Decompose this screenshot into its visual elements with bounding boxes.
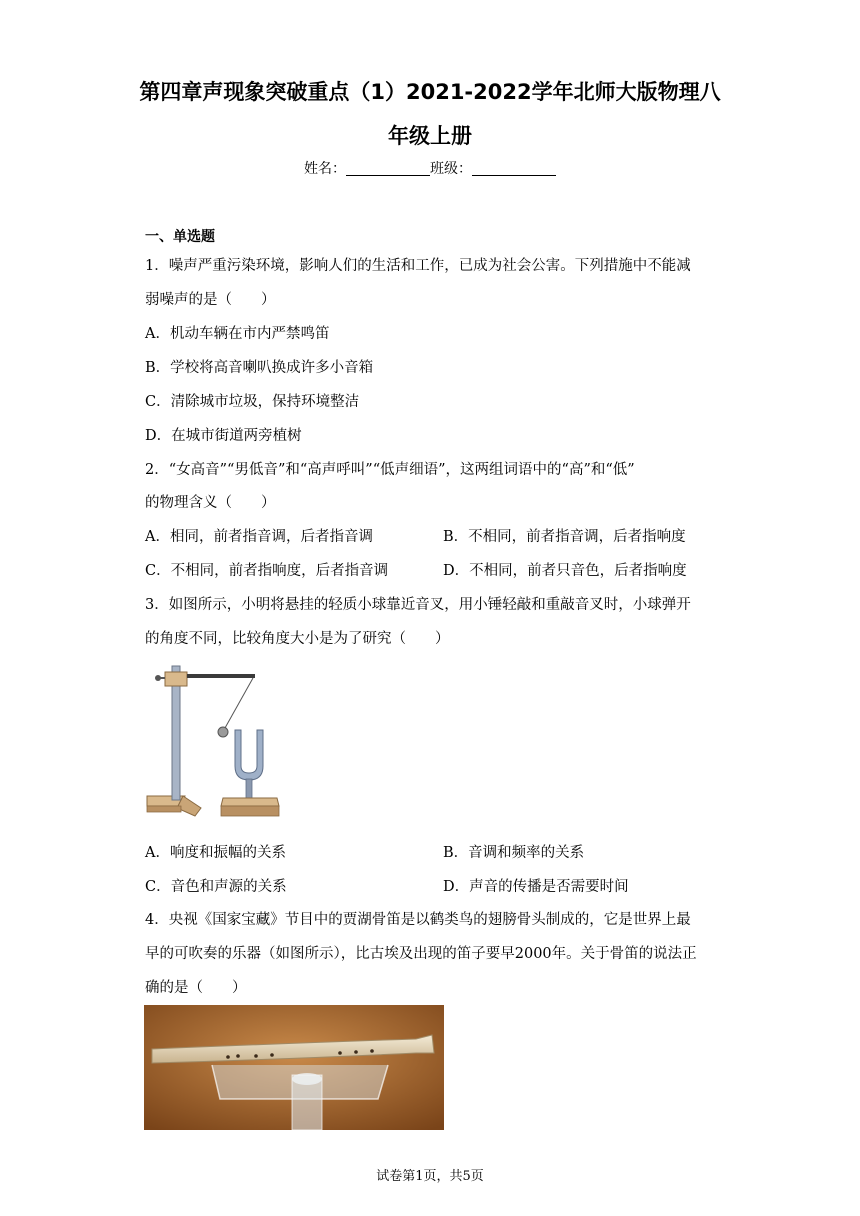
q1-stem-line1: 1．噪声严重污染环境，影响人们的生活和工作，已成为社会公害。下列措施中不能减	[145, 258, 691, 274]
q1-option-b: B．学校将高音喇叭换成许多小音箱	[145, 360, 374, 376]
q2-option-c: C．不相同，前者指响度，后者指音调	[145, 563, 389, 579]
document-title-line1: 第四章声现象突破重点（1）2021-2022学年北师大版物理八	[139, 80, 721, 104]
q2-option-d: D．不相同，前者只音色，后者指响度	[443, 563, 687, 579]
q3-stem-line2: 的角度不同，比较角度大小是为了研究（ ）	[145, 631, 450, 647]
class-blank	[472, 161, 556, 176]
q3-option-b: B．音调和频率的关系	[443, 845, 585, 861]
q2-option-a: A．相同，前者指音调，后者指音调	[145, 529, 373, 545]
bone-flute-photo	[144, 1005, 444, 1130]
student-info-fields	[0, 158, 860, 178]
document-title-line2: 年级上册	[388, 124, 472, 148]
tuning-fork-apparatus-figure	[145, 656, 285, 822]
class-label: 班级：	[430, 161, 472, 177]
name-blank	[346, 161, 430, 176]
section-heading: 一、单选题	[145, 229, 215, 245]
q2-option-b: B．不相同，前者指音调，后者指响度	[443, 529, 686, 545]
q4-stem-line1: 4．央视《国家宝藏》节目中的贾湖骨笛是以鹤类鸟的翅膀骨头制成的，它是世界上最	[145, 912, 691, 928]
q1-option-d: D．在城市街道两旁植树	[145, 428, 302, 444]
q1-option-c: C．清除城市垃圾，保持环境整洁	[145, 394, 360, 410]
name-label: 姓名：	[304, 161, 346, 177]
q3-option-a: A．响度和振幅的关系	[145, 845, 286, 861]
page-footer: 试卷第1页，共5页	[376, 1169, 484, 1184]
q2-stem-line2: 的物理含义（ ）	[145, 495, 276, 511]
q3-stem-line1: 3．如图所示，小明将悬挂的轻质小球靠近音叉，用小锤轻敲和重敲音叉时，小球弹开	[145, 597, 691, 613]
q4-stem-line2: 早的可吹奏的乐器（如图所示），比古埃及出现的笛子要早2000年。关于骨笛的说法正	[145, 946, 697, 962]
q4-stem-line3: 确的是（ ）	[145, 980, 247, 996]
q3-option-c: C．音色和声源的关系	[145, 879, 287, 895]
q1-option-a: A．机动车辆在市内严禁鸣笛	[145, 326, 330, 342]
q2-stem-line1: 2．“女高音”“男低音”和“高声呼叫”“低声细语”，这两组词语中的“高”和“低”	[145, 462, 635, 478]
q1-stem-line2: 弱噪声的是（ ）	[145, 292, 276, 308]
q3-option-d: D．声音的传播是否需要时间	[443, 879, 629, 895]
